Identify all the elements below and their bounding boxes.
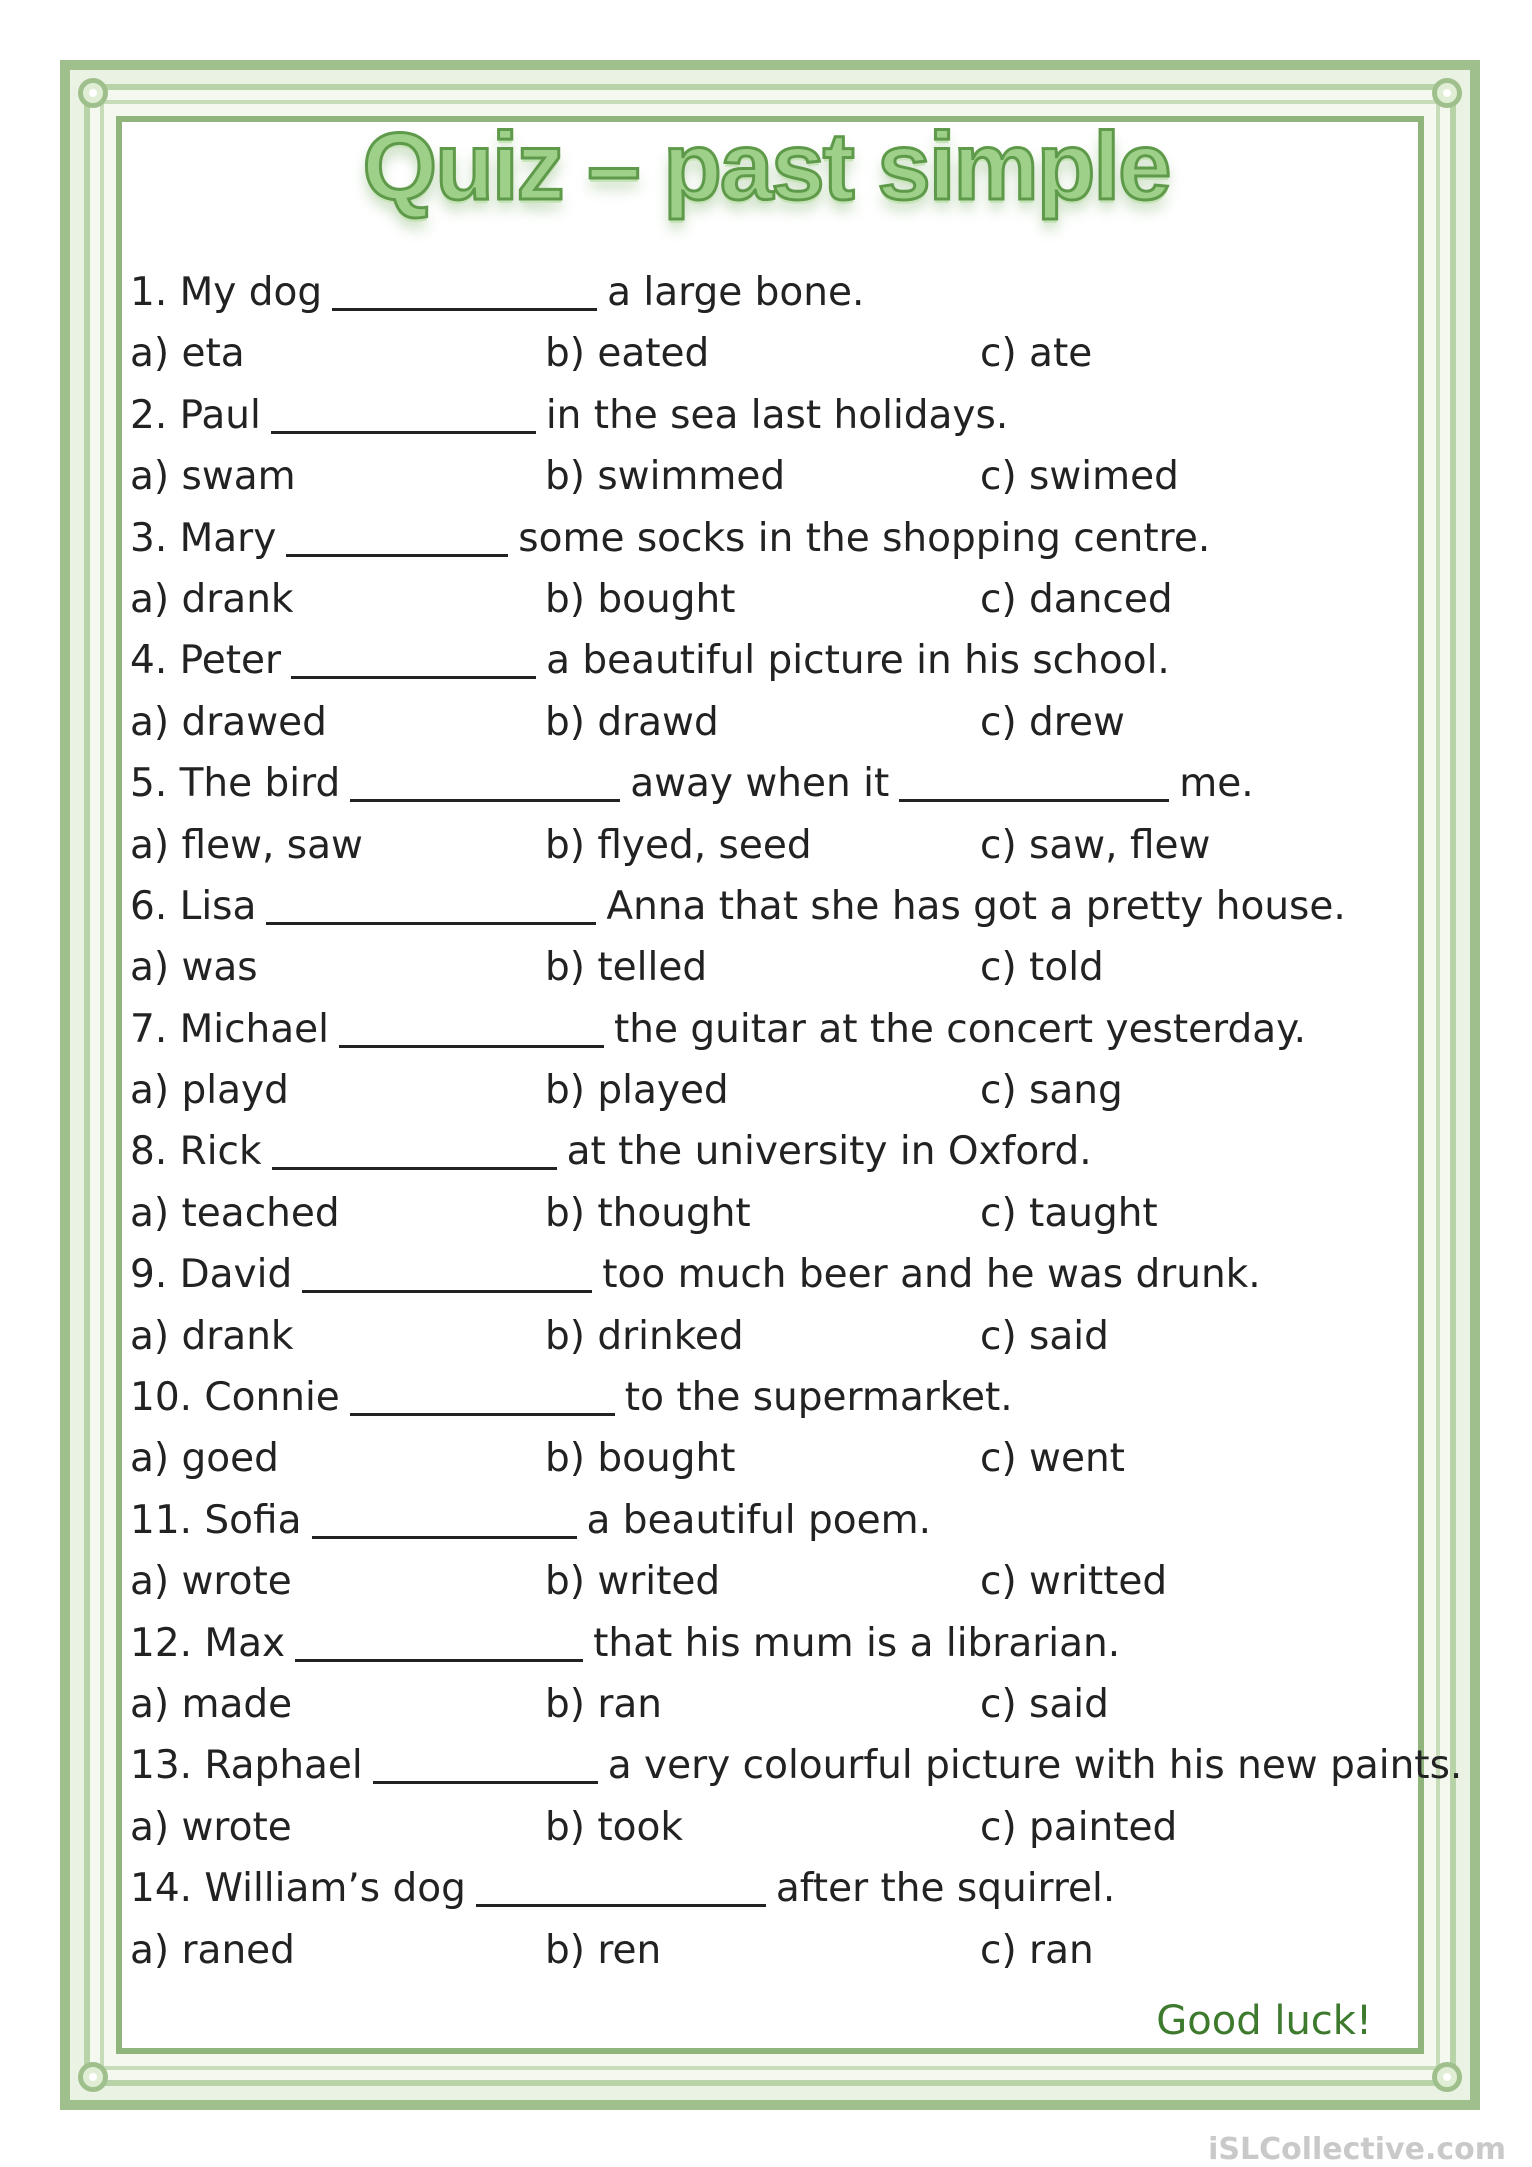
answer-option-c[interactable]: c) ate <box>980 331 1093 377</box>
answer-option-c[interactable]: c) drew <box>980 699 1125 745</box>
options-row <box>130 446 1430 507</box>
options-row <box>130 1306 1430 1367</box>
answer-option-b[interactable]: b) bought <box>545 576 736 622</box>
question-row <box>130 1121 1430 1182</box>
answer-blank[interactable] <box>266 878 596 925</box>
answer-blank[interactable] <box>271 387 536 434</box>
question-row <box>130 1735 1463 1796</box>
question-text: a beautiful poem. <box>586 1497 931 1543</box>
question-text: 4. Peter <box>130 638 282 684</box>
answer-blank[interactable] <box>350 755 620 802</box>
answer-option-c[interactable]: c) said <box>980 1313 1109 1359</box>
answer-option-c[interactable]: c) went <box>980 1436 1125 1482</box>
answer-option-a[interactable]: a) raned <box>130 1927 295 1973</box>
answer-option-b[interactable]: b) thought <box>545 1190 751 1236</box>
question-row <box>130 753 1430 814</box>
answer-option-b[interactable]: b) ran <box>545 1681 663 1727</box>
question-row <box>130 385 1430 446</box>
answer-option-b[interactable]: b) writed <box>545 1559 721 1605</box>
answer-option-c[interactable]: c) danced <box>980 576 1173 622</box>
answer-blank[interactable] <box>295 1615 583 1662</box>
quiz-list <box>130 262 1463 1981</box>
answer-blank[interactable] <box>286 510 508 557</box>
answer-option-c[interactable]: c) said <box>980 1681 1109 1727</box>
answer-option-c[interactable]: c) painted <box>980 1804 1178 1850</box>
question-text: a beautiful picture in his school. <box>546 638 1170 684</box>
question-row <box>130 630 1430 691</box>
question-row <box>130 1858 1430 1919</box>
options-row <box>130 1551 1430 1612</box>
closing-text: Good luck! <box>1156 1998 1372 2044</box>
options-row <box>130 1183 1430 1244</box>
question-text: Anna that she has got a pretty house. <box>606 883 1346 929</box>
question-row <box>130 1490 1430 1551</box>
answer-option-a[interactable]: a) drank <box>130 576 294 622</box>
question-text: at the university in Oxford. <box>566 1129 1092 1175</box>
answer-option-b[interactable]: b) swimmed <box>545 454 786 500</box>
question-row <box>130 1244 1430 1305</box>
question-row <box>130 262 1430 323</box>
corner-ornament-icon <box>78 78 108 108</box>
question-text: 11. Sofia <box>130 1497 302 1543</box>
answer-blank[interactable] <box>302 1246 592 1293</box>
question-text: 3. Mary <box>130 515 277 561</box>
question-text: in the sea last holidays. <box>545 392 1009 438</box>
question-text: me. <box>1179 761 1254 807</box>
options-row <box>130 1797 1430 1858</box>
question-text: to the supermarket. <box>624 1375 1013 1421</box>
answer-option-a[interactable]: a) drawed <box>130 699 327 745</box>
answer-option-b[interactable]: b) drinked <box>545 1313 744 1359</box>
answer-option-b[interactable]: b) drawd <box>545 699 719 745</box>
question-text: 1. My dog <box>130 270 323 315</box>
frame-line-bottom <box>92 2066 1448 2070</box>
corner-ornament-icon <box>1432 2062 1462 2092</box>
question-text: 14. William’s dog <box>130 1866 466 1912</box>
question-text: 8. Rick <box>130 1129 262 1175</box>
question-text: too much beer and he was drunk. <box>602 1252 1261 1298</box>
answer-blank[interactable] <box>312 1492 577 1539</box>
answer-blank[interactable] <box>332 264 597 311</box>
question-row <box>130 876 1430 937</box>
question-text: that his mum is a librarian. <box>593 1620 1121 1666</box>
question-text: away when it <box>630 761 890 807</box>
answer-option-c[interactable]: c) saw, flew <box>980 822 1211 868</box>
answer-option-c[interactable]: c) ran <box>980 1927 1094 1973</box>
question-text: 6. Lisa <box>130 883 257 929</box>
answer-option-a[interactable]: a) wrote <box>130 1804 292 1850</box>
answer-option-b[interactable]: b) bought <box>545 1436 736 1482</box>
answer-option-a[interactable]: a) playd <box>130 1068 289 1114</box>
answer-blank[interactable] <box>476 1860 766 1907</box>
options-row <box>130 815 1430 876</box>
question-text: some socks in the shopping centre. <box>518 515 1211 561</box>
answer-option-a[interactable]: a) wrote <box>130 1559 292 1605</box>
options-row <box>130 569 1430 630</box>
corner-ornament-icon <box>78 2062 108 2092</box>
question-row <box>130 1367 1430 1428</box>
answer-option-b[interactable]: b) telled <box>545 945 708 991</box>
question-text: a very colourful picture with his new paints. <box>607 1743 1463 1789</box>
question-text: 2. Paul <box>130 392 261 438</box>
question-text: 9. David <box>130 1252 293 1298</box>
answer-option-b[interactable]: b) ren <box>545 1927 662 1973</box>
answer-blank[interactable] <box>291 632 536 679</box>
question-text: a large bone. <box>607 270 865 315</box>
question-text: 10. Connie <box>130 1375 340 1421</box>
options-row <box>130 1674 1430 1735</box>
question-row <box>130 1613 1430 1674</box>
frame-line-left <box>100 92 104 2078</box>
answer-option-a[interactable]: a) drank <box>130 1313 294 1359</box>
options-row <box>130 1920 1430 1981</box>
watermark: iSLCollective.com <box>1208 2132 1506 2167</box>
answer-option-c[interactable]: c) told <box>980 945 1104 991</box>
answer-blank[interactable] <box>350 1369 615 1416</box>
answer-option-a[interactable]: a) goed <box>130 1436 279 1482</box>
question-text: 7. Michael <box>130 1006 329 1052</box>
options-row <box>130 692 1430 753</box>
options-row <box>130 1060 1430 1121</box>
answer-blank[interactable] <box>272 1123 557 1170</box>
answer-blank[interactable] <box>339 1001 604 1048</box>
question-row <box>130 999 1430 1060</box>
question-text: 12. Max <box>130 1620 286 1666</box>
question-row <box>130 508 1430 569</box>
corner-ornament-icon <box>1432 78 1462 108</box>
answer-option-a[interactable]: a) eta <box>130 331 245 377</box>
answer-option-c[interactable]: c) taught <box>980 1190 1158 1236</box>
answer-option-a[interactable]: a) teached <box>130 1190 340 1236</box>
question-text: the guitar at the concert yesterday. <box>613 1006 1307 1052</box>
answer-option-a[interactable]: a) swam <box>130 454 296 500</box>
answer-option-c[interactable]: c) writted <box>980 1559 1168 1605</box>
options-row <box>130 323 1430 384</box>
answer-option-b[interactable]: b) played <box>545 1068 729 1114</box>
page-title: Quiz – past simple <box>362 113 1170 220</box>
answer-blank[interactable] <box>899 755 1169 802</box>
question-text: 13. Raphael <box>130 1743 363 1789</box>
answer-option-a[interactable]: a) made <box>130 1681 293 1727</box>
answer-option-a[interactable]: a) was <box>130 945 258 991</box>
question-text: after the squirrel. <box>775 1866 1116 1912</box>
answer-option-b[interactable]: b) flyed, seed <box>545 822 812 868</box>
question-text: 5. The bird <box>130 761 341 807</box>
options-row <box>130 937 1430 998</box>
options-row <box>130 1428 1430 1489</box>
answer-blank[interactable] <box>373 1737 598 1784</box>
answer-option-b[interactable]: b) took <box>545 1804 683 1850</box>
frame-line-top <box>92 100 1448 104</box>
answer-option-c[interactable]: c) sang <box>980 1068 1123 1114</box>
answer-option-c[interactable]: c) swimed <box>980 454 1179 500</box>
answer-option-b[interactable]: b) eated <box>545 331 710 377</box>
answer-option-a[interactable]: a) flew, saw <box>130 822 363 868</box>
